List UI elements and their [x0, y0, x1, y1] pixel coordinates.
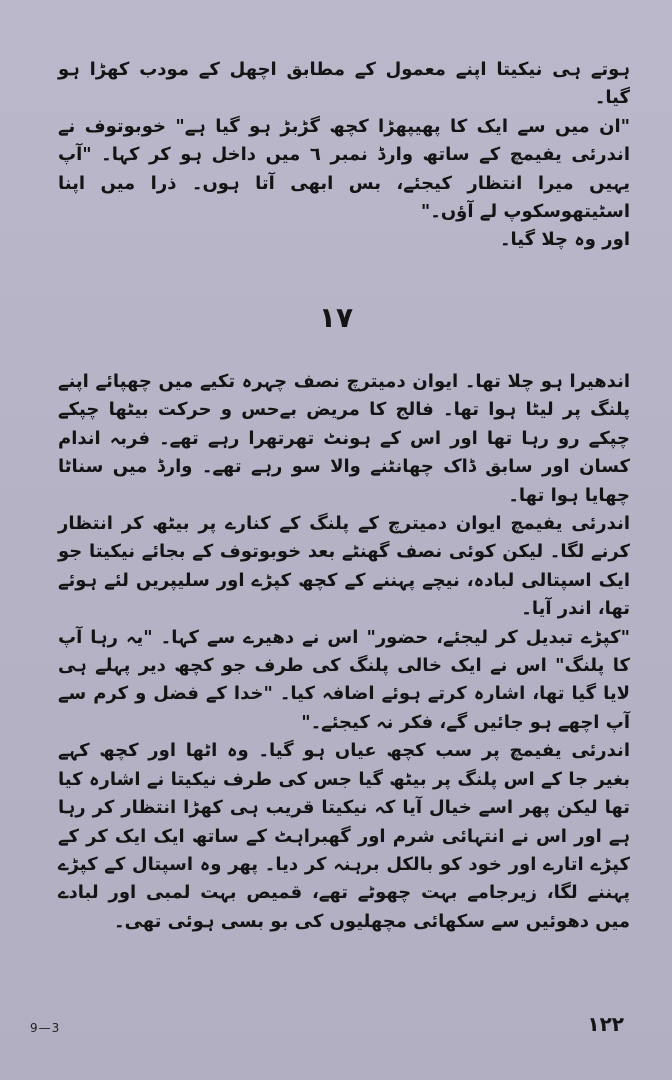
paragraph: "ان میں سے ایک کا پھیپھڑا کچھ گڑبڑ ہو گیا ہے" خوبوتوف نے اندرئی یفیمچ کے ساتھ وارڈ نمبر ٦ میں داخل ہو کر کہا۔ "آپ یہیں میرا انتظار کیجئے، بس ابھی آتا ہوں۔ ذرا میں اپنا اسٹیتھوسکوپ لے آؤں۔": [58, 115, 630, 223]
chapter-number: ١٧: [318, 301, 354, 334]
paragraph: "کپڑے تبدیل کر لیجئے، حضور" اس نے دھیرے سے کہا۔ "یہ رہا آپ کا پلنگ" اس نے ایک خالی پلنگ کی طرف جو کچھ دیر پہلے ہی لایا گیا تھا، اشارہ کرتے ہوئے اضافہ کیا۔ "خدا کے فضل و کرم سے آپ اچھے ہو جائیں گے، فکر نہ کیجئے۔": [58, 626, 630, 733]
paragraph: اندھیرا ہو چلا تھا۔ ایوان دمیترچ نصف چہرہ تکیے میں چھپائے اپنے پلنگ پر لیٹا ہوا تھا۔ فالج کا مریض بےحس و حرکت بیٹھا چپکے چپکے رو رہا تھا اور اس کے ہونٹ تھرتھرا رہے تھے۔ فربہ اندام کسان اور سابق ڈاک چھانٹنے والا سو رہے تھے۔ وارڈ میں سناٹا چھایا ہوا تھا۔: [58, 371, 630, 506]
bottom-text-block: [58, 368, 630, 936]
page-number: ١٢٢: [587, 1012, 624, 1036]
top-text-block: [58, 56, 630, 255]
printer-signature: 9—3: [30, 1021, 61, 1035]
paragraph: اور وہ چلا گیا۔: [499, 229, 630, 251]
paragraph: اندرئی یفیمچ ایوان دمیترچ کے پلنگ کے کنارے پر بیٹھ کر انتظار کرنے لگا۔ لیکن کوئی نصف گھنٹے بعد خوبوتوف کے بجائے نیکیتا جو ایک اسپتالی لبادہ، نیچے پہننے کے کچھ کپڑے اور سلیپریں لئے ہوئے تھا، اندر آیا۔: [58, 513, 630, 620]
paragraph: ہوتے ہی نیکیتا اپنے معمول کے مطابق اچھل کے مودب کھڑا ہو گیا۔: [58, 59, 630, 109]
paragraph: اندرئی یفیمچ پر سب کچھ عیاں ہو گیا۔ وہ اٹھا اور کچھ کہے بغیر جا کے اس پلنگ پر بیٹھ گیا جس کی طرف نیکیتا نے اشارہ کیا تھا لیکن پھر اسے خیال آیا کہ نیکیتا قریب ہی کھڑا انتظار کر رہا ہے اور اس نے انتہائی شرم اور گھبراہٹ کے ساتھ ایک ایک کر کے کپڑے اتارے اور خود کو بالکل برہنہ کر دیا۔ پھر وہ اسپتال کے کپڑے پہننے لگا، زیرجامے بہت چھوٹے تھے، قمیص بہت لمبی اور لبادے میں دھوئیں سے سکھائی مچھلیوں کی بو بسی ہوئی تھی۔: [58, 740, 631, 932]
